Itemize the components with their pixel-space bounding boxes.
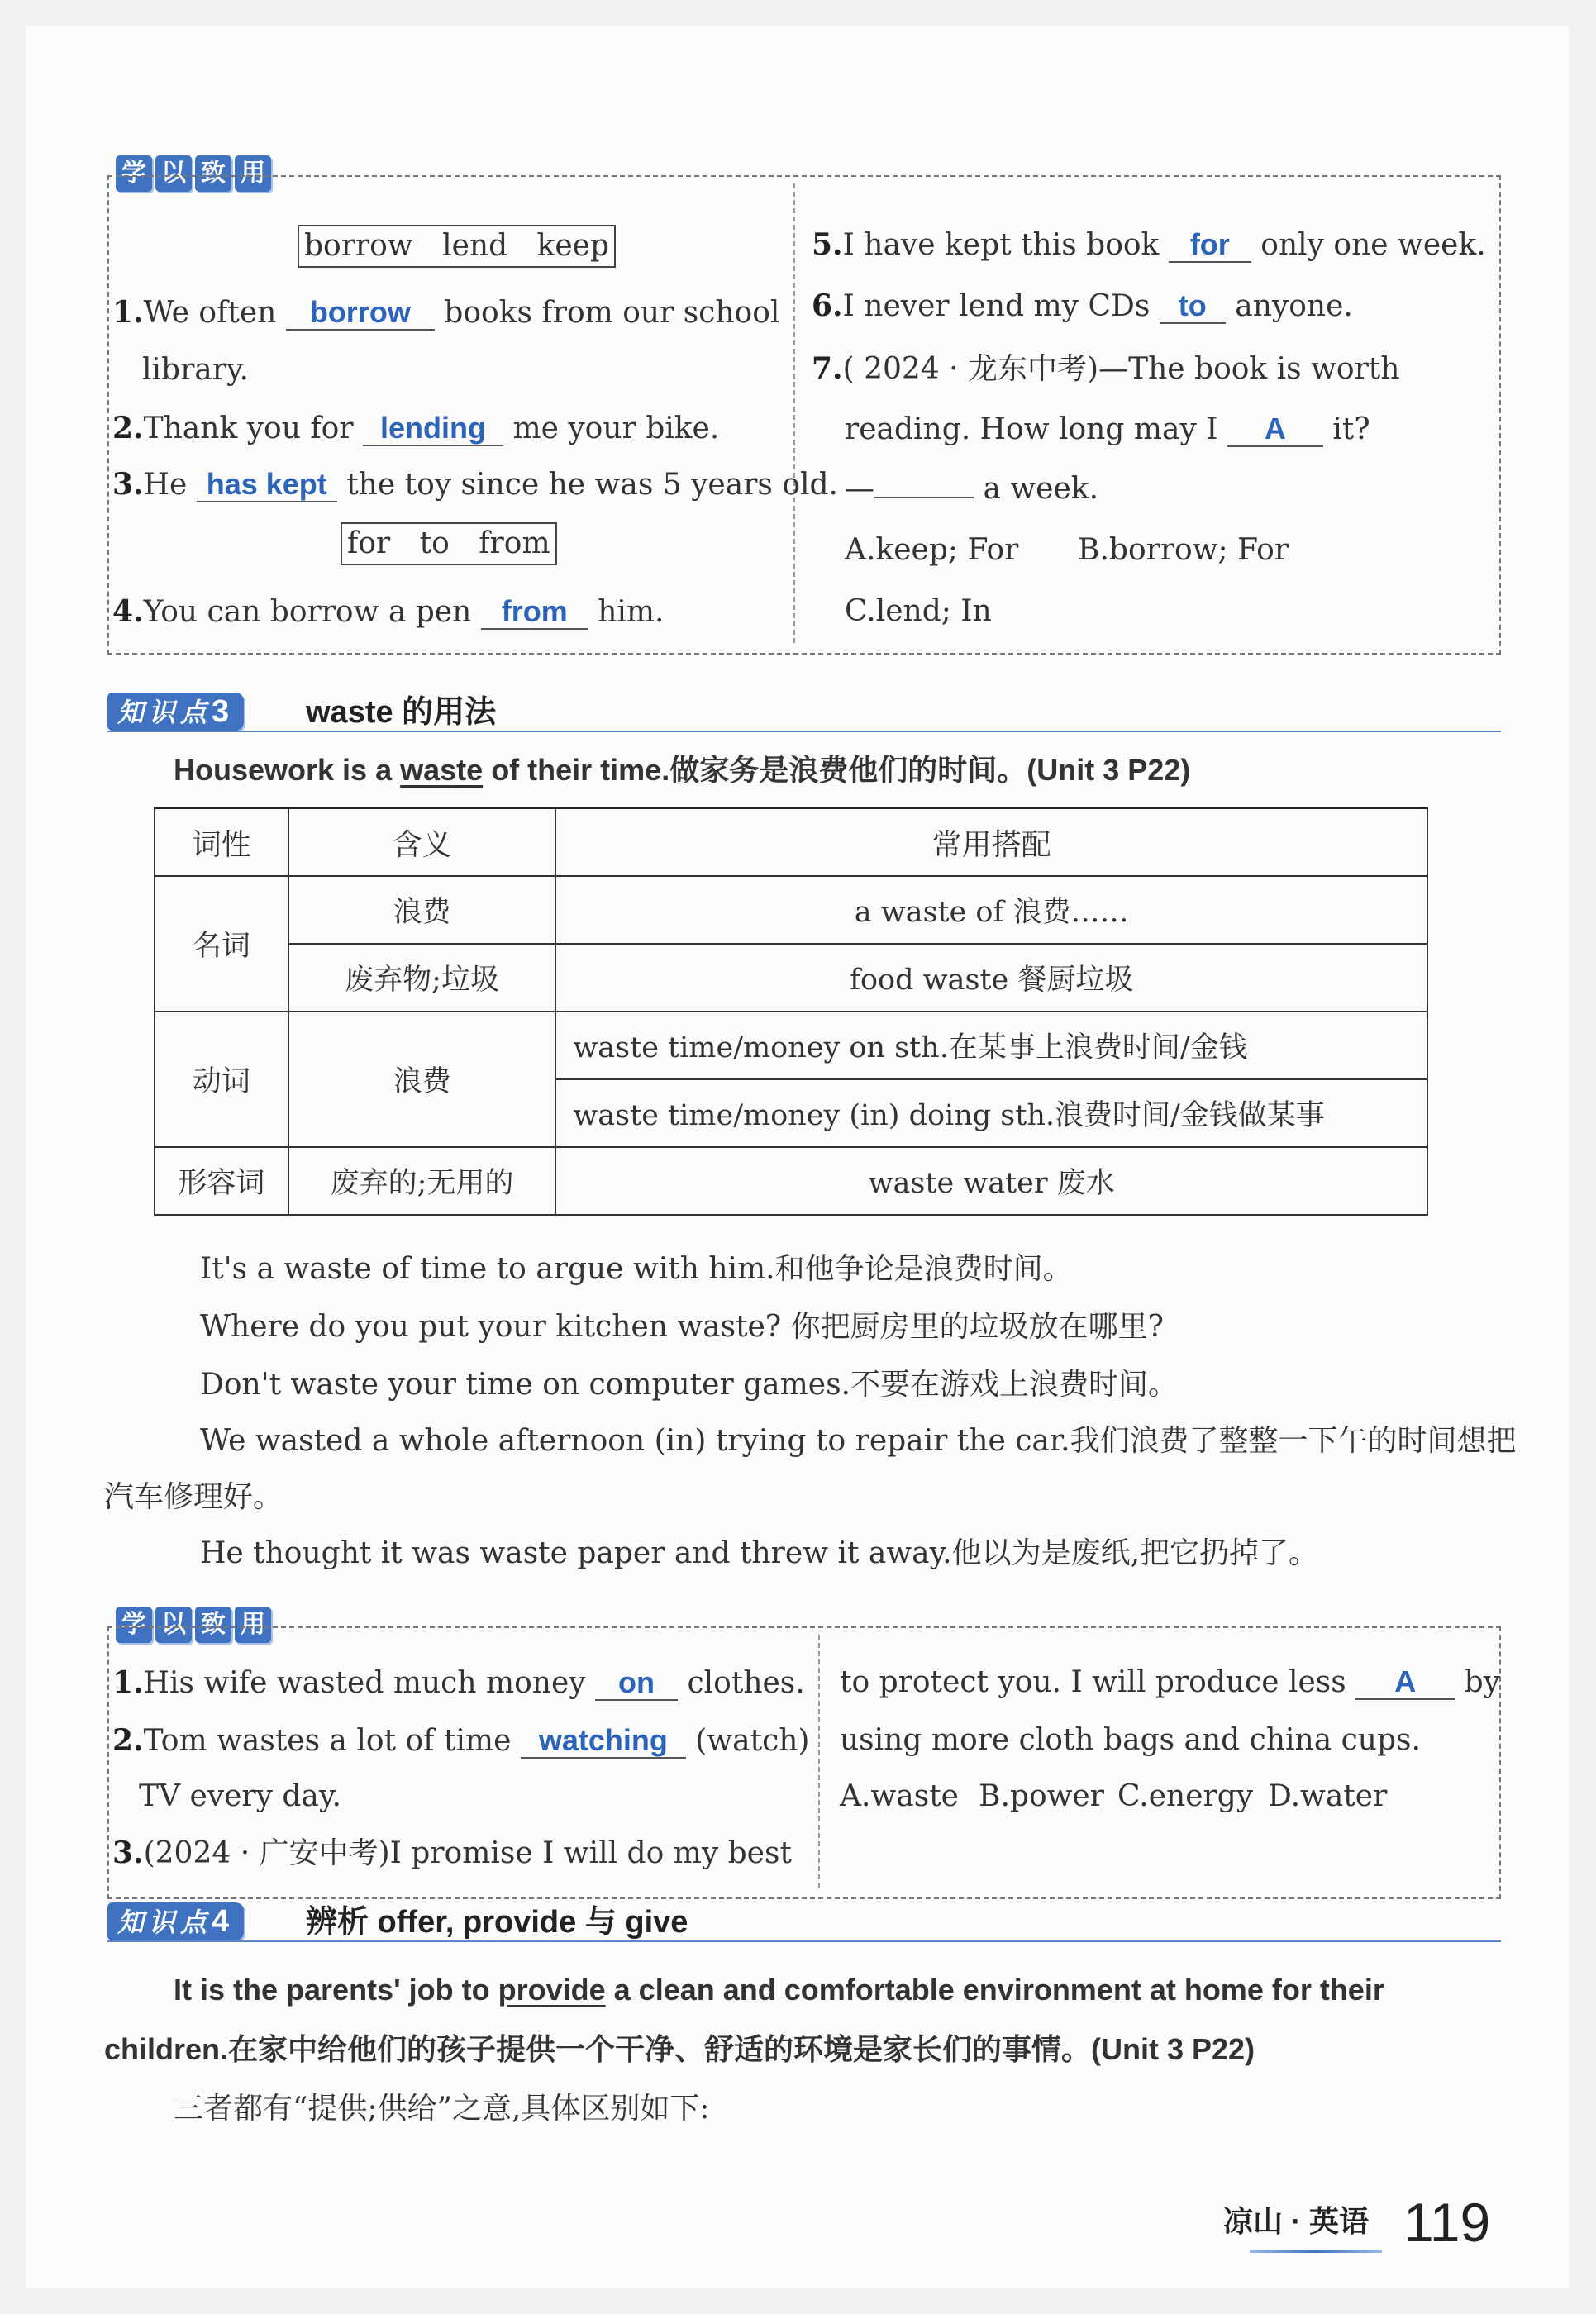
question-4: 4.You can borrow a pen from him. [112, 594, 665, 629]
example-sentence: We wasted a whole afternoon (in) trying to repair the car.我们浪费了整整一下午的时间想把 [200, 1424, 1517, 1458]
knowledge-point-badge: 知识点3 [107, 693, 244, 731]
option-b: B.power [979, 1779, 1104, 1813]
table-cell: 废弃物;垃圾 [288, 944, 556, 1012]
practice1-divider [793, 183, 795, 643]
practice-tag-char: 学 [116, 155, 152, 192]
section3-key-sentence: Housework is a waste of their time.做家务是浪费他们的时间。(Unit 3 P22) [174, 753, 1191, 787]
option-d: D.water [1268, 1779, 1388, 1813]
answer-blank[interactable]: watching [521, 1724, 686, 1759]
knowledge-point-badge: 知识点4 [107, 1902, 244, 1940]
page-number: 119 [1403, 2192, 1491, 2253]
question-3: 3.He has kept the toy since he was 5 years old. [112, 467, 838, 502]
section3-rule [107, 731, 1501, 732]
question-7-line2: reading. How long may I A it? [845, 412, 1370, 446]
table-cell: 废弃的;无用的 [288, 1147, 556, 1215]
practice-tag-char: 以 [155, 1607, 192, 1643]
table-cell: a waste of 浪费…… [555, 876, 1427, 944]
example-sentence: Where do you put your kitchen waste? 你把厨房里的垃圾放在哪里? [200, 1310, 1164, 1344]
section4-title: 辨析 offer, provide 与 give [306, 1905, 688, 1940]
answer-blank[interactable]: borrow [286, 296, 435, 331]
word-box-1: borrow lend keep [298, 225, 616, 268]
answer-blank[interactable]: to [1160, 289, 1226, 324]
practice2-question-3-line2: to protect you. I will produce less A by [840, 1664, 1501, 1699]
table-cell: waste time/money (in) doing sth.浪费时间/金钱做某事 [555, 1079, 1427, 1147]
practice2-question-3-line3: using more cloth bags and china cups. [840, 1723, 1421, 1757]
waste-usage-table [154, 807, 1428, 1216]
footer-decoration [1250, 2250, 1382, 2253]
table-header: 常用搭配 [555, 808, 1427, 877]
section4-key-sentence: It is the parents' job to provide a clean and comfortable environment at home for their [174, 1973, 1384, 2007]
question-2: 2.Thank you for lending me your bike. [112, 411, 720, 445]
practice-tag-char: 用 [235, 1607, 271, 1643]
example-sentence-cont: 汽车修理好。 [104, 1480, 283, 1514]
section4-rule [107, 1940, 1501, 1942]
practice-tag-char: 致 [195, 1607, 231, 1643]
practice2-question-2: 2.Tom wastes a lot of time watching (watch) [112, 1723, 810, 1758]
practice-tag-char: 学 [116, 1607, 152, 1643]
table-header: 含义 [288, 808, 556, 877]
answer-blank[interactable]: A [1227, 412, 1323, 447]
practice2-question-1: 1.His wife wasted much money on clothes. [112, 1665, 805, 1700]
answer-blank[interactable]: A [1355, 1665, 1455, 1700]
table-cell: 动词 [155, 1012, 288, 1147]
section4-note: 三者都有“提供;供给”之意,具体区别如下: [174, 2092, 710, 2126]
question-1: 1.We often borrow books from our school [112, 295, 780, 330]
option-a: A.waste [840, 1779, 959, 1813]
practice2-divider [818, 1635, 820, 1888]
section4-key-sentence-cont: children.在家中给他们的孩子提供一个干净、舒适的环境是家长们的事情。(Unit 3 P22) [104, 2032, 1255, 2066]
answer-blank-empty[interactable] [874, 497, 974, 498]
question-7: 7.( 2024 · 龙东中考)—The book is worth [812, 351, 1400, 386]
option-b: B.borrow; For [1078, 533, 1289, 567]
table-cell: food waste 餐厨垃圾 [555, 944, 1427, 1012]
option-c: C.energy [1117, 1779, 1254, 1813]
practice2-question-2-cont: TV every day. [139, 1779, 341, 1813]
table-cell: 浪费 [288, 1012, 556, 1147]
answer-blank[interactable]: has kept [197, 468, 337, 502]
page [26, 26, 1569, 2288]
footer-label: 凉山 · 英语 [1223, 2204, 1369, 2238]
table-cell: waste time/money on sth.在某事上浪费时间/金钱 [555, 1012, 1427, 1079]
answer-blank[interactable]: on [595, 1666, 678, 1701]
answer-blank[interactable]: from [481, 595, 588, 630]
table-header: 词性 [155, 808, 288, 877]
section3-title: waste 的用法 [306, 695, 497, 730]
example-sentence: Don't waste your time on computer games.不要在游戏上浪费时间。 [200, 1368, 1179, 1402]
example-sentence: He thought it was waste paper and threw it away.他以为是废纸,把它扔掉了。 [200, 1536, 1319, 1570]
table-cell: 浪费 [288, 876, 556, 944]
practice2-question-3: 3.(2024 · 广安中考)I promise I will do my best [112, 1835, 792, 1870]
table-cell: 名词 [155, 876, 288, 1012]
question-5: 5.I have kept this book for only one week. [812, 227, 1486, 262]
option-c: C.lend; In [845, 594, 992, 628]
option-a: A.keep; For [845, 533, 1019, 567]
practice-tag-char: 用 [235, 155, 271, 192]
practice-tag-char: 以 [155, 155, 192, 192]
question-7-line3: — a week. [845, 472, 1099, 506]
answer-blank[interactable]: lending [363, 412, 503, 446]
table-cell: 形容词 [155, 1147, 288, 1215]
answer-blank[interactable]: for [1169, 228, 1251, 263]
practice-tag-char: 致 [195, 155, 231, 192]
table-cell: waste water 废水 [555, 1147, 1427, 1215]
word-box-2: for to from [341, 522, 557, 565]
question-1-cont: library. [142, 353, 249, 387]
question-6: 6.I never lend my CDs to anyone. [812, 288, 1353, 323]
example-sentence: It's a waste of time to argue with him.和他争论是浪费时间。 [200, 1252, 1073, 1286]
